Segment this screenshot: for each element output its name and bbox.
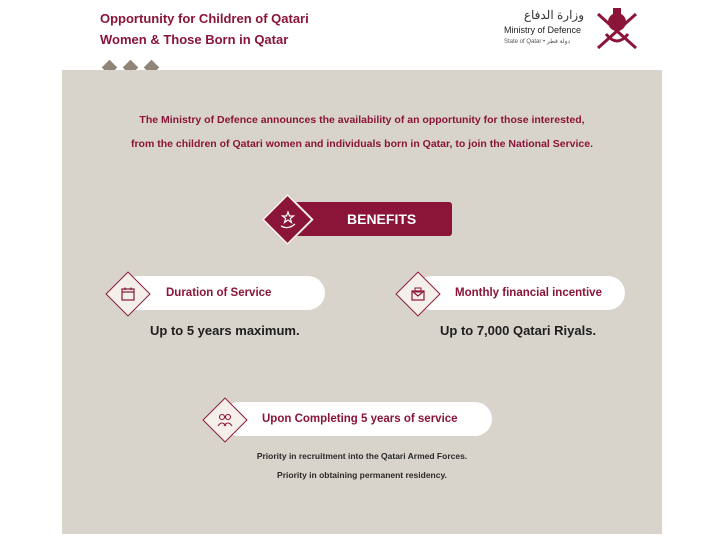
title-line-2: Women & Those Born in Qatar — [100, 32, 289, 47]
content-panel — [62, 70, 662, 534]
incentive-label: Monthly financial incentive — [455, 287, 602, 299]
completion-detail-2: Priority in obtaining permanent residency. — [277, 470, 447, 480]
logo-arabic-text: وزارة الدفاع — [523, 8, 584, 22]
logo-english-text: Ministry of Defence — [504, 25, 582, 35]
money-envelope-icon — [410, 286, 426, 302]
duration-value: Up to 5 years maximum. — [150, 323, 300, 338]
title-line-1: Opportunity for Children of Qatari — [100, 11, 309, 26]
completion-label: Upon Completing 5 years of service — [262, 413, 458, 425]
incentive-value: Up to 7,000 Qatari Riyals. — [440, 323, 597, 338]
incentive-pill — [415, 276, 625, 310]
logo-subtitle-text: State of Qatar • دولة قطر — [504, 39, 571, 45]
completion-detail-1: Priority in recruitment into the Qatari Armed Forces. — [256, 451, 468, 461]
qatar-emblem-icon — [592, 4, 642, 56]
duration-pill — [122, 276, 325, 310]
calendar-icon — [120, 286, 136, 302]
announcement-line-1: The Ministry of Defence announces the availability of an opportunity for those interested, — [139, 114, 585, 126]
people-icon — [216, 412, 234, 428]
benefits-heading: BENEFITS — [347, 211, 417, 227]
duration-label: Duration of Service — [166, 287, 272, 299]
completion-pill — [222, 402, 492, 436]
hand-star-icon — [278, 210, 298, 230]
announcement-line-2: from the children of Qatari women and individuals born in Qatar, to join the National Service. — [130, 138, 594, 150]
page-title — [100, 8, 309, 50]
announcement — [92, 108, 632, 156]
ministry-logo — [500, 4, 650, 56]
